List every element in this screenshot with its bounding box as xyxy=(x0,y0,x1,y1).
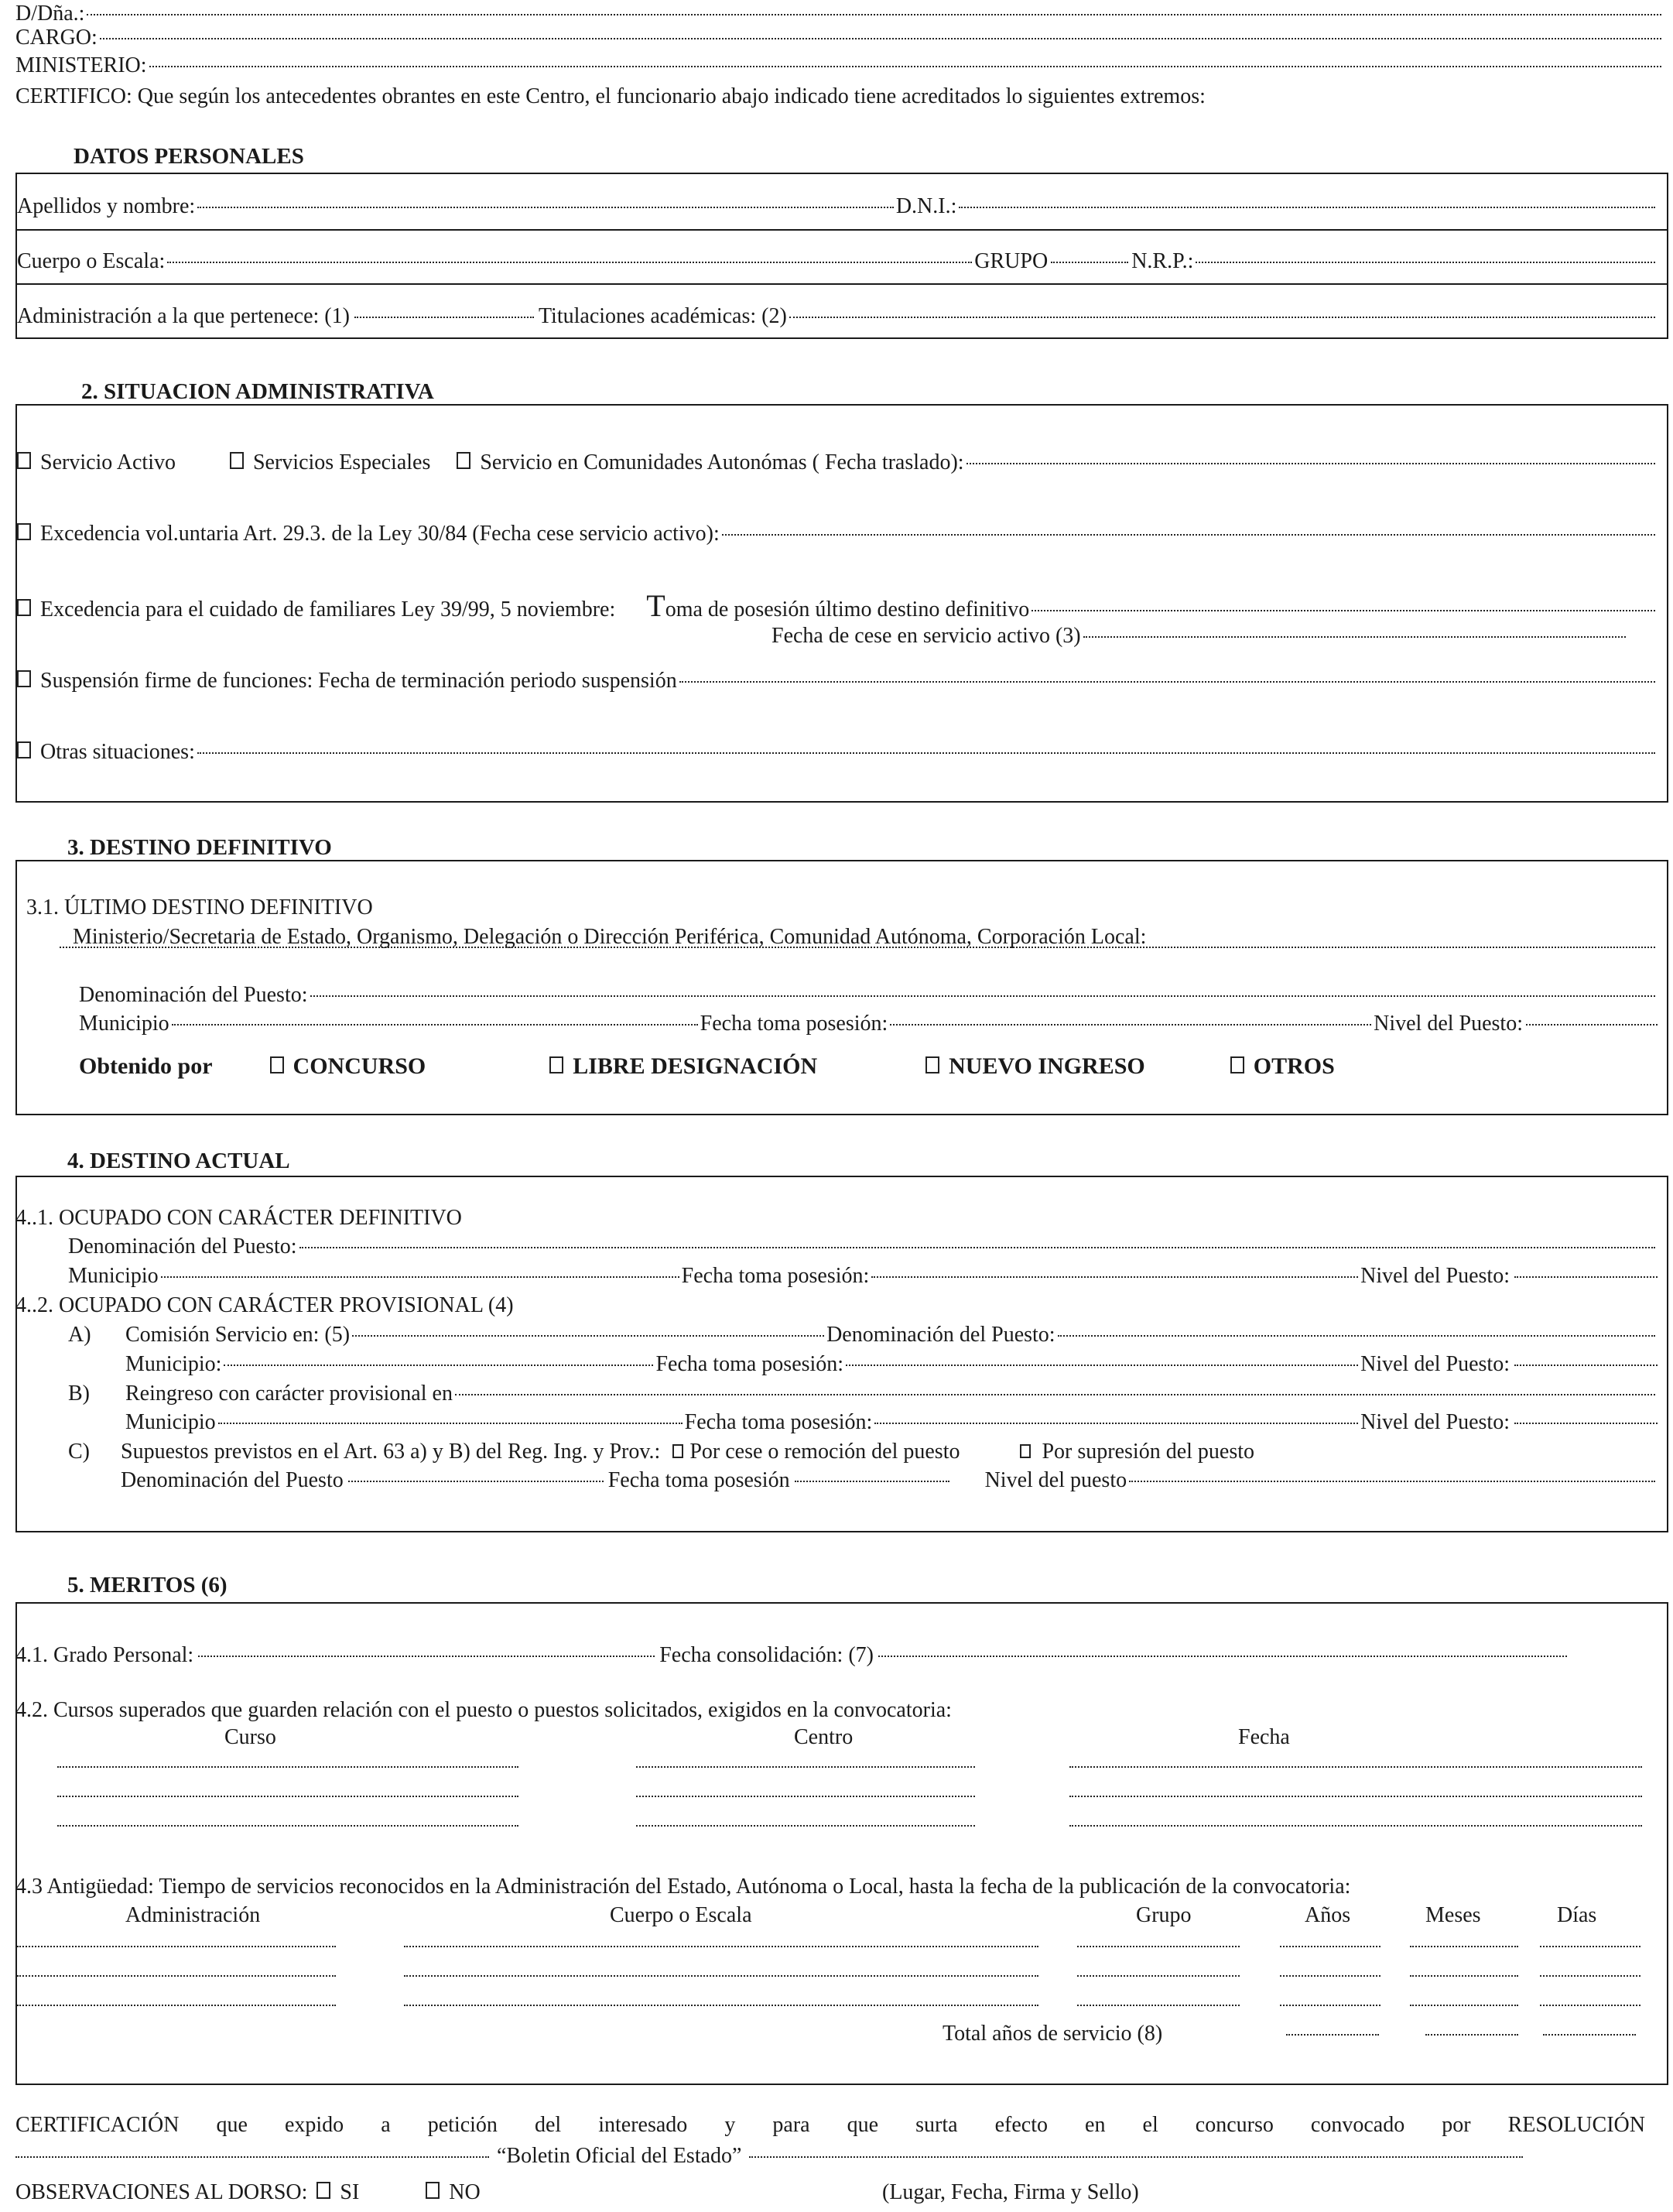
denominacion-line xyxy=(79,981,1658,1009)
grupo-label: GRUPO xyxy=(974,249,1049,273)
fecha-field[interactable] xyxy=(1069,1766,1642,1768)
supuestos-denominacion-label: Denominación del Puesto xyxy=(121,1468,344,1492)
reingreso-municipio-label: Municipio xyxy=(125,1410,216,1434)
certificacion-word: en xyxy=(1085,2113,1106,2137)
supuestos-fecha-label: Fecha toma posesión xyxy=(607,1468,790,1492)
meses-field[interactable] xyxy=(1410,1975,1518,1977)
observaciones-si-label: SI xyxy=(340,2180,360,2204)
cuerpo-line xyxy=(17,248,1658,276)
total-anos-field[interactable] xyxy=(1286,2034,1379,2036)
observaciones-si-checkbox[interactable] xyxy=(316,2182,330,2199)
fecha-cese-line xyxy=(771,622,1628,650)
certificacion-word: que xyxy=(847,2113,879,2137)
cursos-heading: 4.2. Cursos superados que guarden relación con el puesto o puestos solicitados, exigidos en la convocatoria: xyxy=(15,1698,952,1722)
definitivo-denominacion-label: Denominación del Puesto: xyxy=(68,1234,297,1258)
destino-definitivo-box xyxy=(15,860,1668,1115)
consolidacion-label: Fecha consolidación: (7) xyxy=(659,1643,874,1667)
definitivo-denominacion-line xyxy=(68,1233,1658,1261)
ultimo-destino-heading: 3.1. ÚLTIMO DESTINO DEFINITIVO xyxy=(26,895,373,919)
comision-municipio-line xyxy=(125,1351,1658,1378)
servicios-especiales-checkbox[interactable] xyxy=(230,452,244,469)
certifico-label: CERTIFICO: Que según los antecedentes obrantes en este Centro, el funcionario abajo indicado tiene acreditados lo siguientes extremos: xyxy=(15,84,1206,108)
ministerio-line xyxy=(15,52,1664,80)
definitivo-municipio-field[interactable] xyxy=(161,1276,679,1278)
comision-nivel-label: Nivel del Puesto: xyxy=(1360,1352,1510,1376)
supuestos-nivel-label: Nivel del puesto xyxy=(984,1468,1127,1492)
section-1-title: DATOS PERSONALES xyxy=(74,144,304,169)
denominacion-field[interactable] xyxy=(310,995,1655,997)
section-5-title: 5. MERITOS (6) xyxy=(67,1573,228,1597)
fecha-cese-label: Fecha de cese en servicio activo (3) xyxy=(771,624,1081,648)
servicios-especiales-label: Servicios Especiales xyxy=(252,450,431,474)
observaciones-label: OBSERVACIONES AL DORSO: xyxy=(15,2180,308,2204)
certificacion-word: el xyxy=(1142,2113,1158,2137)
otros-label: OTROS xyxy=(1253,1053,1335,1079)
nuevo-ingreso-label: NUEVO INGRESO xyxy=(949,1053,1145,1079)
cese-label: Por cese o remoción del puesto xyxy=(689,1440,960,1464)
cargo-label: CARGO: xyxy=(15,26,98,50)
ocupado-definitivo-heading: 4..1. OCUPADO CON CARÁCTER DEFINITIVO xyxy=(15,1206,462,1230)
cuerpo-column-header: Cuerpo o Escala xyxy=(610,1903,752,1927)
certifico-text xyxy=(15,83,1206,111)
dni-field[interactable] xyxy=(959,207,1655,208)
fecha-toma-field[interactable] xyxy=(890,1024,1371,1026)
supresion-checkbox[interactable] xyxy=(1020,1444,1031,1458)
anos-column-header: Años xyxy=(1305,1903,1351,1927)
grupo-field[interactable] xyxy=(1051,262,1128,263)
definitivo-nivel-field[interactable] xyxy=(1514,1276,1658,1278)
dni-label: D.N.I.: xyxy=(895,194,957,218)
supuestos-denominacion-field[interactable] xyxy=(348,1481,604,1482)
obtenido-por-label: Obtenido por xyxy=(79,1053,213,1079)
resolucion-line xyxy=(15,2142,1523,2170)
toma-posesion-field[interactable] xyxy=(1032,610,1655,611)
otras-situaciones-field[interactable] xyxy=(197,752,1655,754)
reingreso-municipio-line xyxy=(125,1409,1658,1436)
excedencia-cuidado-checkbox[interactable] xyxy=(17,599,31,616)
servicio-ccaa-label: Servicio en Comunidades Autonómas ( Fecha traslado): xyxy=(480,450,964,474)
suspension-field[interactable] xyxy=(679,681,1655,683)
reingreso-field[interactable] xyxy=(455,1394,1655,1395)
grado-field[interactable] xyxy=(198,1656,655,1657)
comision-fecha-field[interactable] xyxy=(846,1365,1358,1366)
certificacion-word: a xyxy=(381,2113,391,2137)
comision-fecha-label: Fecha toma posesión: xyxy=(655,1352,844,1376)
obtenido-por-line xyxy=(79,1053,1335,1080)
definitivo-fecha-field[interactable] xyxy=(871,1276,1358,1278)
cuerpo-escala-field[interactable] xyxy=(404,2005,1038,2006)
ministerio-label: MINISTERIO: xyxy=(15,53,147,77)
cuerpo-label: Cuerpo o Escala: xyxy=(17,249,166,273)
reingreso-nivel-field[interactable] xyxy=(1514,1423,1658,1424)
dias-column-header: Días xyxy=(1557,1903,1597,1927)
comision-field[interactable] xyxy=(352,1335,824,1337)
datos-personales-box xyxy=(15,173,1668,339)
d-dna-label: D/Dña.: xyxy=(15,2,85,26)
apellidos-line xyxy=(17,193,1658,221)
certificacion-word: convocado xyxy=(1310,2113,1405,2137)
grupo-field[interactable] xyxy=(1077,1975,1240,1977)
nrp-field[interactable] xyxy=(1196,262,1655,263)
reingreso-nivel-label: Nivel del Puesto: xyxy=(1360,1410,1510,1434)
cargo-line xyxy=(15,24,1664,52)
otras-situaciones-line xyxy=(17,738,1658,766)
excedencia-voluntaria-checkbox[interactable] xyxy=(17,523,31,540)
excedencia-voluntaria-line xyxy=(17,520,1658,548)
reingreso-municipio-field[interactable] xyxy=(218,1423,683,1424)
comision-label: Comisión Servicio en: (5) xyxy=(125,1323,351,1347)
centro-field[interactable] xyxy=(636,1825,975,1827)
destino-actual-box xyxy=(15,1176,1668,1532)
curso-field[interactable] xyxy=(57,1825,518,1827)
curso-column-header: Curso xyxy=(224,1725,276,1749)
certificacion-word: interesado xyxy=(598,2113,688,2137)
apellidos-field[interactable] xyxy=(197,207,894,208)
certificacion-word: concurso xyxy=(1195,2113,1274,2137)
supuestos-label: Supuestos previstos en el Art. 63 a) y B) del Reg. Ing. y Prov.: xyxy=(121,1440,661,1464)
fecha-field[interactable] xyxy=(1069,1825,1642,1827)
comision-municipio-field[interactable] xyxy=(224,1365,653,1366)
option-c-label: C) xyxy=(68,1440,90,1464)
administracion-field[interactable] xyxy=(17,2005,336,2006)
administracion-field[interactable] xyxy=(17,1975,336,1977)
supresion-label: Por supresión del puesto xyxy=(1042,1440,1254,1464)
definitivo-fecha-label: Fecha toma posesión: xyxy=(681,1264,870,1288)
supuestos-denominacion-line xyxy=(121,1467,1658,1495)
certificacion-word: para xyxy=(772,2113,810,2137)
toma-posesion-label: oma de posesión último destino definitivo xyxy=(665,598,1030,621)
anos-field[interactable] xyxy=(1280,1975,1380,1977)
centro-field[interactable] xyxy=(636,1766,975,1768)
reingreso-fecha-label: Fecha toma posesión: xyxy=(684,1410,873,1434)
option-a-label: A) xyxy=(68,1323,91,1347)
curso-field[interactable] xyxy=(57,1766,518,1768)
situacion-box xyxy=(15,404,1668,803)
dias-field[interactable] xyxy=(1540,1946,1640,1947)
cuerpo-escala-field[interactable] xyxy=(404,1946,1038,1947)
certificacion-word: RESOLUCIÓN xyxy=(1507,2113,1645,2137)
certificacion-word: petición xyxy=(427,2113,498,2137)
otros-checkbox[interactable] xyxy=(1230,1056,1244,1073)
consolidacion-field[interactable] xyxy=(878,1656,1567,1657)
supuestos-nivel-field[interactable] xyxy=(1129,1481,1655,1482)
d-dna-field[interactable] xyxy=(87,14,1661,15)
administracion-line xyxy=(17,303,1658,330)
comision-denominacion-label: Denominación del Puesto: xyxy=(826,1323,1055,1347)
meritos-box xyxy=(15,1602,1668,2085)
grupo-column-header: Grupo xyxy=(1136,1903,1192,1927)
libre-designacion-label: LIBRE DESIGNACIÓN xyxy=(573,1053,818,1079)
anos-field[interactable] xyxy=(1280,2005,1380,2006)
ministerio-field[interactable] xyxy=(149,66,1661,67)
definitivo-denominacion-field[interactable] xyxy=(299,1247,1655,1248)
meses-field[interactable] xyxy=(1410,2005,1518,2006)
suspension-label: Suspensión firme de funciones: Fecha de terminación periodo suspensión xyxy=(40,669,677,693)
comision-line xyxy=(125,1321,1658,1349)
meses-column-header: Meses xyxy=(1425,1903,1481,1927)
dias-field[interactable] xyxy=(1540,1975,1640,1977)
cuerpo-escala-field[interactable] xyxy=(404,1975,1038,1977)
nivel-field[interactable] xyxy=(1526,1024,1658,1026)
suspension-line xyxy=(17,667,1658,695)
titulaciones-label: Titulaciones académicas: (2) xyxy=(538,304,787,328)
ministerio-organismo-line xyxy=(57,951,1658,953)
libre-designacion-checkbox[interactable] xyxy=(549,1056,563,1073)
toma-posesion-initial: T xyxy=(646,588,665,623)
grado-label: 4.1. Grado Personal: xyxy=(15,1643,194,1667)
denominacion-label: Denominación del Puesto: xyxy=(79,983,308,1007)
otras-situaciones-label: Otras situaciones: xyxy=(40,740,195,764)
grupo-field[interactable] xyxy=(1077,2005,1240,2006)
comision-denominacion-field[interactable] xyxy=(1058,1335,1655,1337)
grupo-field[interactable] xyxy=(1077,1946,1240,1947)
certificacion-word: CERTIFICACIÓN xyxy=(15,2113,180,2137)
row-divider xyxy=(17,283,1667,285)
total-meses-field[interactable] xyxy=(1425,2034,1518,2036)
titulaciones-field[interactable] xyxy=(789,317,1655,318)
certificacion-word: efecto xyxy=(994,2113,1048,2137)
municipio-line xyxy=(79,1010,1658,1038)
supuestos-fecha-field[interactable] xyxy=(795,1481,949,1482)
antiguedad-heading: 4.3 Antigüedad: Tiempo de servicios reconocidos en la Administración del Estado, Autónoma o Local, hasta la fecha de la publicación de la convocatoria: xyxy=(15,1875,1351,1899)
administracion-label: Administración a la que pertenece: (1) xyxy=(17,304,350,328)
excedencia-voluntaria-field[interactable] xyxy=(722,534,1655,536)
total-dias-field[interactable] xyxy=(1543,2034,1636,2036)
boletin-label: “Boletin Oficial del Estado” xyxy=(497,2144,742,2168)
resolucion-field[interactable] xyxy=(15,2156,489,2158)
total-servicio-label: Total años de servicio (8) xyxy=(943,2022,1163,2046)
observaciones-no-label: NO xyxy=(449,2180,481,2204)
certificacion-word: expido xyxy=(284,2113,344,2137)
definitivo-municipio-line xyxy=(68,1262,1658,1290)
ministerio-organismo-label: Ministerio/Secretaria de Estado, Organismo, Delegación o Dirección Periférica, Comunidad Autónoma, Corporación Local: xyxy=(73,925,1147,949)
definitivo-nivel-label: Nivel del Puesto: xyxy=(1360,1264,1510,1288)
excedencia-voluntaria-label: Excedencia vol.untaria Art. 29.3. de la Ley 30/84 (Fecha cese servicio activo): xyxy=(40,522,720,546)
servicio-ccaa-checkbox[interactable] xyxy=(457,452,470,469)
reingreso-fecha-field[interactable] xyxy=(874,1423,1358,1424)
definitivo-municipio-label: Municipio xyxy=(68,1264,159,1288)
cargo-field[interactable] xyxy=(100,38,1661,39)
otras-situaciones-checkbox[interactable] xyxy=(17,741,31,758)
apellidos-label: Apellidos y nombre: xyxy=(17,194,196,218)
nivel-label: Nivel del Puesto: xyxy=(1374,1012,1523,1036)
certificacion-text xyxy=(15,2111,1645,2139)
concurso-label: CONCURSO xyxy=(293,1053,426,1079)
section-2-title: 2. SITUACION ADMINISTRATIVA xyxy=(81,379,434,404)
ministerio-organismo-field[interactable] xyxy=(60,947,1655,948)
fecha-cese-field[interactable] xyxy=(1083,636,1626,638)
cuerpo-field[interactable] xyxy=(167,262,972,263)
concurso-checkbox[interactable] xyxy=(270,1056,284,1073)
certificacion-word: que xyxy=(216,2113,248,2137)
section-3-title: 3. DESTINO DEFINITIVO xyxy=(67,835,332,860)
administracion-column-header: Administración xyxy=(125,1903,261,1927)
centro-field[interactable] xyxy=(636,1796,975,1797)
reingreso-label: Reingreso con carácter provisional en xyxy=(125,1382,453,1406)
observaciones-line xyxy=(15,2179,481,2207)
observaciones-no-checkbox[interactable] xyxy=(426,2182,440,2199)
certificacion-word: del xyxy=(534,2113,562,2137)
nrp-label: N.R.P.: xyxy=(1131,249,1194,273)
meses-field[interactable] xyxy=(1410,1946,1518,1947)
dias-field[interactable] xyxy=(1540,2005,1640,2006)
certificacion-word: surta xyxy=(915,2113,958,2137)
centro-column-header: Centro xyxy=(794,1725,854,1749)
row-divider xyxy=(17,229,1667,231)
fecha-field[interactable] xyxy=(1069,1796,1642,1797)
administracion-field[interactable] xyxy=(17,1946,336,1947)
ocupado-provisional-heading: 4..2. OCUPADO CON CARÁCTER PROVISIONAL (4) xyxy=(15,1293,514,1317)
servicio-activo-label: Servicio Activo xyxy=(40,450,176,474)
servicio-line xyxy=(17,449,1658,477)
boletin-field[interactable] xyxy=(749,2156,1523,2158)
certificacion-word: por xyxy=(1442,2113,1471,2137)
municipio-field[interactable] xyxy=(172,1024,698,1026)
curso-field[interactable] xyxy=(57,1796,518,1797)
certificacion-word: y xyxy=(724,2113,736,2137)
fecha-toma-label: Fecha toma posesión: xyxy=(700,1012,888,1036)
cese-checkbox[interactable] xyxy=(672,1444,683,1458)
anos-field[interactable] xyxy=(1280,1946,1380,1947)
option-b-label: B) xyxy=(68,1382,90,1406)
suspension-checkbox[interactable] xyxy=(17,670,31,687)
excedencia-cuidado-label: Excedencia para el cuidado de familiares Ley 39/99, 5 noviembre: xyxy=(40,598,616,621)
municipio-label: Municipio xyxy=(79,1012,169,1036)
supuestos-line xyxy=(121,1438,1254,1466)
fecha-column-header: Fecha xyxy=(1238,1725,1290,1749)
excedencia-cuidado-line xyxy=(17,588,1658,624)
lugar-fecha-firma-label: (Lugar, Fecha, Firma y Sello) xyxy=(882,2180,1139,2204)
nuevo-ingreso-checkbox[interactable] xyxy=(925,1056,939,1073)
section-4-title: 4. DESTINO ACTUAL xyxy=(67,1149,290,1173)
reingreso-line xyxy=(125,1380,1658,1408)
grado-line xyxy=(15,1642,1567,1669)
servicio-activo-checkbox[interactable] xyxy=(17,452,31,469)
comision-nivel-field[interactable] xyxy=(1514,1365,1658,1366)
comision-municipio-label: Municipio: xyxy=(125,1352,222,1376)
servicio-ccaa-field[interactable] xyxy=(967,463,1655,464)
administracion-field[interactable] xyxy=(354,317,534,318)
